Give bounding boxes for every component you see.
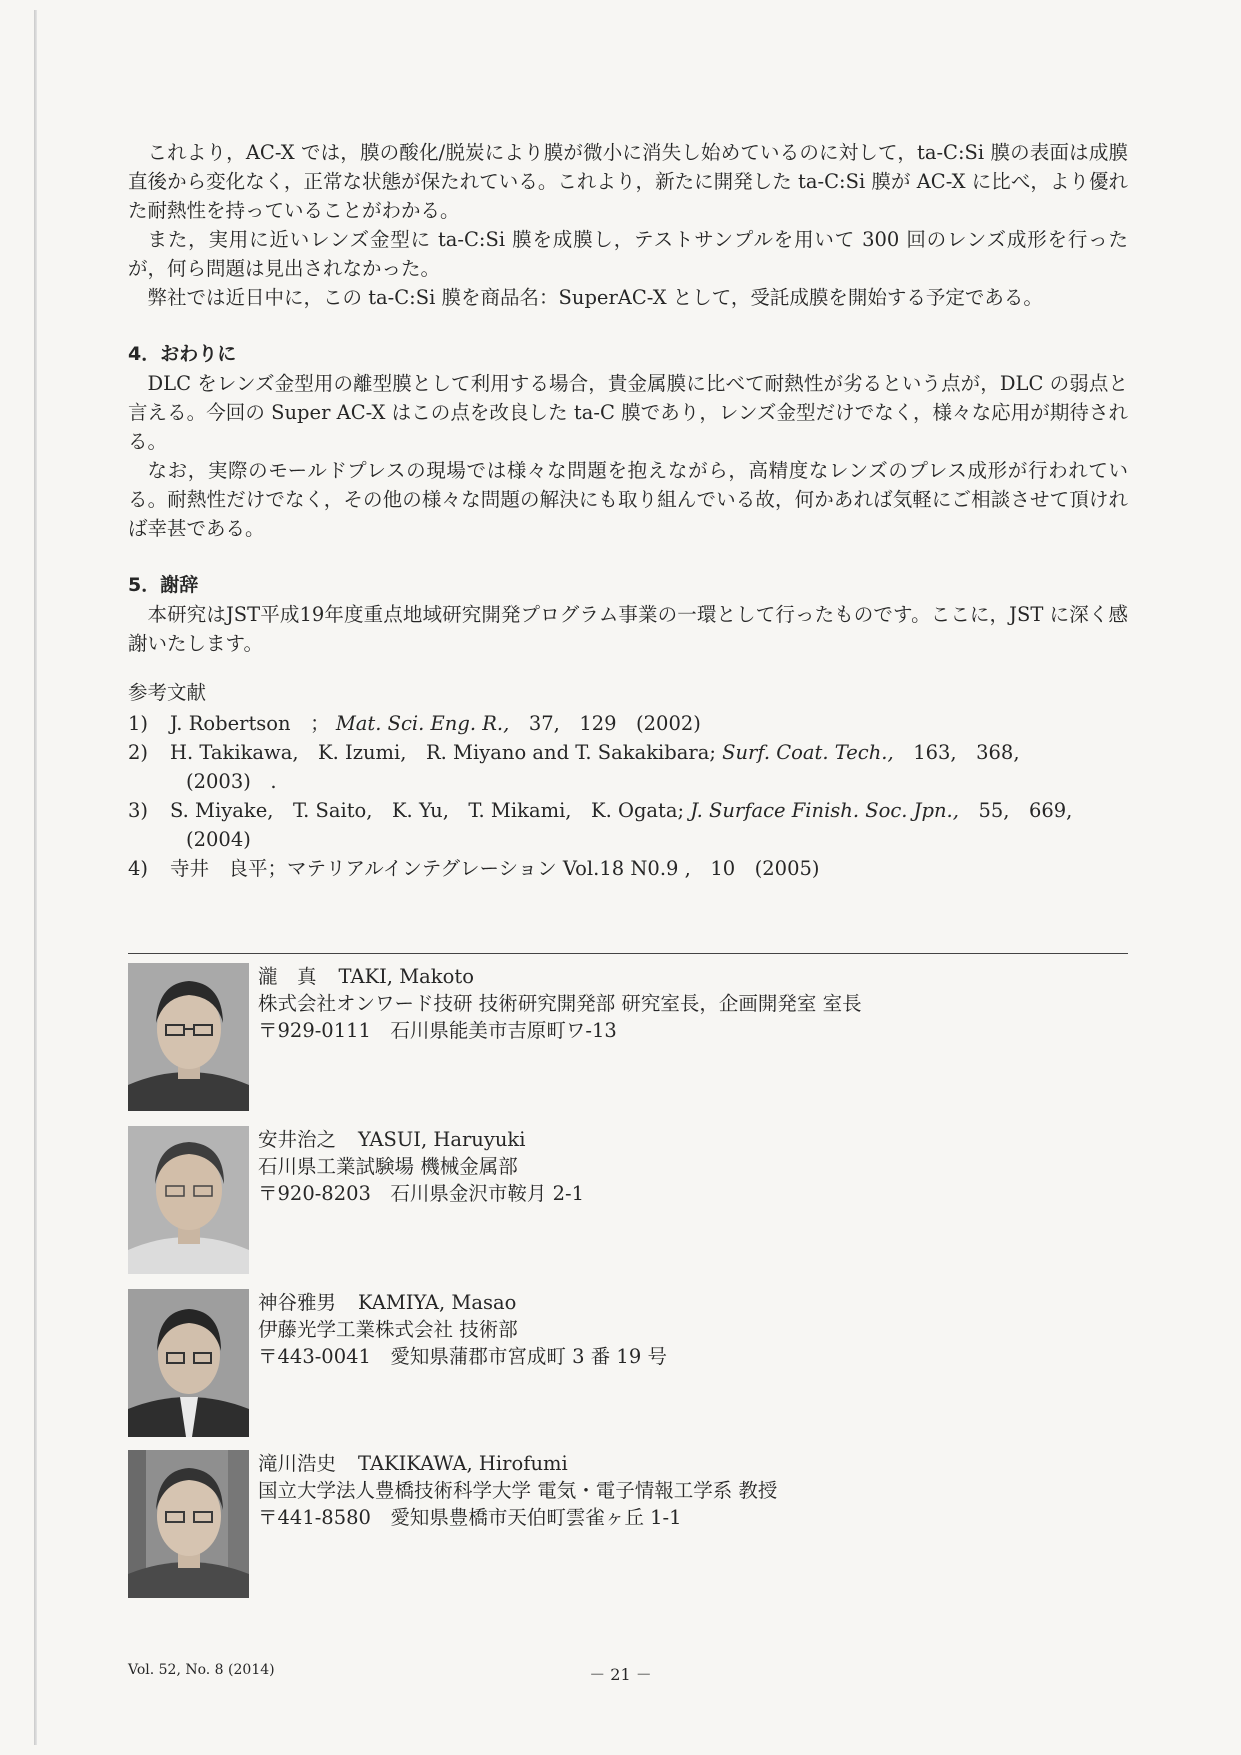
page-binding-edge bbox=[34, 10, 37, 1745]
author-address: 〒929-0111 石川県能美市吉原町ワ-13 bbox=[258, 1019, 617, 1042]
reference-authors: J. Robertson ； bbox=[170, 712, 330, 735]
author-address: 〒443-0041 愛知県蒲郡市宮成町 3 番 19 号 bbox=[258, 1345, 667, 1368]
paragraph: また，実用に近いレンズ金型に ta-C:Si 膜を成膜し，テストサンプルを用いて 300 回のレンズ成形を行ったが，何ら問題は見出されなかった。 bbox=[128, 228, 1128, 280]
author-name-ja: 神谷雅男 bbox=[258, 1291, 337, 1314]
reference-details: 37, 129 (2002) bbox=[509, 712, 701, 735]
section-heading: 5．謝辞 bbox=[128, 574, 199, 596]
author-affiliation: 国立大学法人豊橋技術科学大学 電気・電子情報工学系 教授 bbox=[258, 1479, 778, 1502]
author-name-ja: 瀧 真 bbox=[258, 965, 317, 988]
author-affiliation: 石川県工業試験場 機械金属部 bbox=[258, 1155, 518, 1178]
author-address: 〒441-8580 愛知県豊橋市天伯町雲雀ヶ丘 1-1 bbox=[258, 1506, 682, 1529]
reference-year: (2003) . bbox=[186, 770, 277, 793]
author-affiliation: 伊藤光学工業株式会社 技術部 bbox=[258, 1318, 518, 1341]
author-photo bbox=[128, 963, 249, 1111]
author-name-ja: 安井治之 bbox=[258, 1128, 337, 1151]
author-name-en: YASUI, Haruyuki bbox=[358, 1128, 526, 1151]
author-name-en: TAKI, Makoto bbox=[338, 965, 474, 988]
reference-authors: H. Takikawa, K. Izumi, R. Miyano and T. Sakakibara; bbox=[170, 741, 716, 764]
reference-item bbox=[128, 796, 1128, 854]
author-name-en: TAKIKAWA, Hirofumi bbox=[358, 1452, 568, 1475]
page-number: － 21 － bbox=[589, 1665, 652, 1684]
author-photo bbox=[128, 1289, 249, 1437]
reference-number: 3) bbox=[128, 799, 149, 822]
reference-journal: Surf. Coat. Tech., bbox=[722, 741, 894, 764]
author-block bbox=[128, 963, 1128, 1111]
article-body bbox=[128, 138, 1128, 883]
divider bbox=[128, 953, 1128, 954]
reference-number: 1) bbox=[128, 712, 149, 735]
reference-item bbox=[128, 709, 1128, 738]
author-block bbox=[128, 1450, 1128, 1598]
author-photo bbox=[128, 1126, 249, 1274]
paragraph: DLC をレンズ金型用の離型膜として利用する場合，貴金属膜に比べて耐熱性が劣るという点が，DLC の弱点と言える。今回の Super AC-X はこの点を改良した ta-C 膜であり，レンズ金型だけでなく，様々な応用が期待される。 bbox=[128, 372, 1128, 453]
paragraph: 弊社では近日中に，この ta-C:Si 膜を商品名：SuperAC-X として，受託成膜を開始する予定である。 bbox=[147, 286, 1043, 309]
paragraph: これより，AC-X では，膜の酸化/脱炭により膜が微小に消失し始めているのに対して，ta-C:Si 膜の表面は成膜直後から変化なく，正常な状態が保たれている。これより，新たに開発した ta-C:Si 膜が AC-X に比べ，より優れた耐熱性を持っていることがわかる。 bbox=[128, 141, 1128, 222]
reference-list bbox=[128, 709, 1128, 883]
author-affiliation: 株式会社オンワード技研 技術研究開発部 研究室長，企画開発室 室長 bbox=[258, 992, 862, 1015]
section-heading: 4．おわりに bbox=[128, 343, 237, 365]
author-photo bbox=[128, 1450, 249, 1598]
reference-number: 4) bbox=[128, 857, 149, 880]
author-name-en: KAMIYA, Masao bbox=[358, 1291, 517, 1314]
references-heading: 参考文献 bbox=[128, 681, 207, 704]
reference-authors: 寺井 良平；マテリアルインテグレーション Vol.18 N0.9 , 10 (2005) bbox=[170, 857, 820, 880]
reference-year: (2004) bbox=[186, 828, 251, 851]
paragraph: なお，実際のモールドプレスの現場では様々な問題を抱えながら，高精度なレンズのプレス成形が行われている。耐熱性だけでなく，その他の様々な問題の解決にも取り組んでいる故，何かあれば気軽にご相談させて頂ければ幸甚である。 bbox=[128, 459, 1128, 540]
reference-authors: S. Miyake, T. Saito, K. Yu, T. Mikami, K. Ogata; bbox=[170, 799, 685, 822]
reference-number: 2) bbox=[128, 741, 149, 764]
reference-item bbox=[128, 854, 1128, 883]
reference-journal: J. Surface Finish. Soc. Jpn., bbox=[690, 799, 959, 822]
reference-item bbox=[128, 738, 1128, 796]
author-address: 〒920-8203 石川県金沢市鞍月 2-1 bbox=[258, 1182, 585, 1205]
author-name-ja: 滝川浩史 bbox=[258, 1452, 337, 1475]
reference-journal: Mat. Sci. Eng. R., bbox=[335, 712, 510, 735]
reference-details: 55, 669, bbox=[958, 799, 1073, 822]
paragraph: 本研究はJST平成19年度重点地域研究開発プログラム事業の一環として行ったものです。ここに，JST に深く感謝いたします。 bbox=[128, 603, 1128, 655]
author-block bbox=[128, 1289, 1128, 1437]
journal-volume: Vol. 52, No. 8 (2014) bbox=[128, 1662, 275, 1678]
author-block bbox=[128, 1126, 1128, 1274]
reference-details: 163, 368, bbox=[893, 741, 1020, 764]
